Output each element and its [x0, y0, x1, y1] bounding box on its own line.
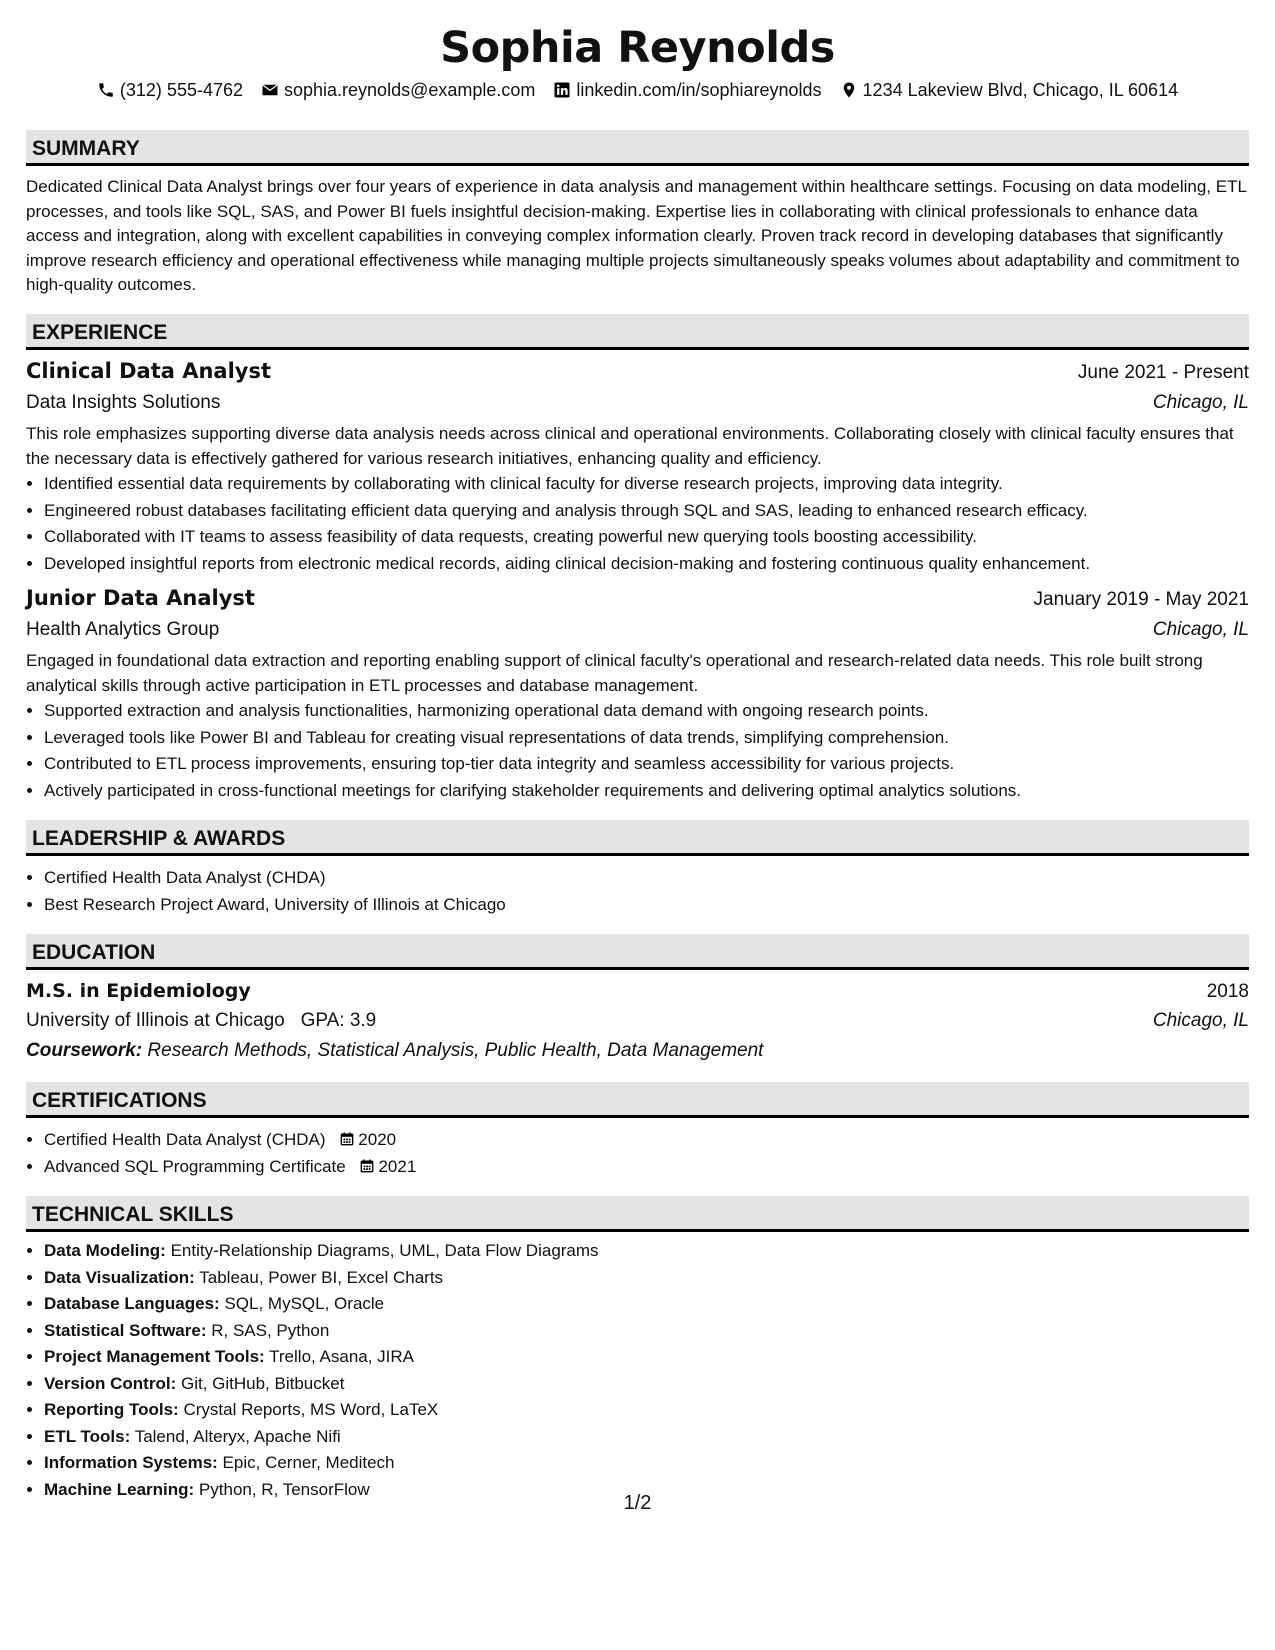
education-subheader [26, 1006, 1249, 1036]
education-header [26, 977, 1249, 1006]
list-item [44, 1291, 1249, 1318]
cert-year: 2021 [378, 1156, 417, 1176]
phone-icon [97, 81, 115, 99]
skill-label: Project Management Tools: [44, 1347, 265, 1367]
list-item: • Supported extraction and analysis functionalities, harmonizing operational data demand with ongoing research points. [44, 698, 1249, 725]
list-item: • Collaborated with IT teams to assess feasibility of data requests, creating powerful new querying tools boosting accessibility. [44, 524, 1249, 551]
linkedin-icon [553, 81, 571, 99]
list-item [44, 1127, 1249, 1154]
skill-label: Data Modeling: [44, 1241, 166, 1261]
calendar-icon [340, 1132, 354, 1146]
list-item: • Certified Health Data Analyst (CHDA) [44, 865, 1249, 892]
job-dates: June 2021 - Present [1077, 361, 1249, 383]
resume-page [26, 0, 1249, 1503]
certifications-list [26, 1127, 1249, 1180]
education-section [26, 934, 1249, 1066]
awards-heading: LEADERSHIP & AWARDS [26, 820, 1249, 856]
list-item: • Developed insightful reports from electronic medical records, aiding clinical decision-making and fostering continuous quality enhancement. [44, 551, 1249, 578]
graduation-year: 2018 [1206, 981, 1249, 1003]
job-header [26, 356, 1249, 388]
cert-name: Certified Health Data Analyst (CHDA) [44, 1130, 326, 1150]
job-company: Data Insights Solutions [26, 391, 221, 413]
job-bullets [26, 698, 1249, 804]
contact-email[interactable] [261, 78, 535, 102]
email-text: sophia.reynolds@example.com [284, 80, 536, 100]
experience-heading: EXPERIENCE [26, 314, 1249, 350]
contact-bar [26, 78, 1249, 102]
list-item: • Best Research Project Award, University of Illinois at Chicago [44, 892, 1249, 919]
list-item: • Contributed to ETL process improvements, ensuring top-tier data integrity and seamless accessibility for various projects. [44, 751, 1249, 778]
coursework-list: Research Methods, Statistical Analysis, Public Health, Data Management [147, 1040, 764, 1062]
summary-heading: SUMMARY [26, 130, 1249, 166]
coursework-label: Coursework: [26, 1040, 143, 1062]
list-item [44, 1450, 1249, 1477]
list-item: • Engineered robust databases facilitating efficient data querying and analysis through SQL and SAS, leading to enhanced research efficacy. [44, 498, 1249, 525]
job-title: Junior Data Analyst [26, 586, 255, 611]
job-location: Chicago, IL [1152, 391, 1249, 413]
skill-value: SQL, MySQL, Oracle [224, 1294, 385, 1314]
skill-value: Entity-Relationship Diagrams, UML, Data Flow Diagrams [170, 1241, 599, 1261]
school-location: Chicago, IL [1152, 1010, 1249, 1032]
list-item: • Actively participated in cross-functional meetings for clarifying stakeholder requirements and delivering optimal analytics solutions. [44, 778, 1249, 805]
cert-year: 2020 [358, 1130, 397, 1150]
skill-value: Crystal Reports, MS Word, LaTeX [183, 1400, 439, 1420]
list-item [44, 1344, 1249, 1371]
school-line [26, 1007, 376, 1035]
job-location: Chicago, IL [1152, 619, 1249, 641]
candidate-name: Sophia Reynolds [440, 23, 835, 73]
list-item [44, 1154, 1249, 1181]
envelope-icon [261, 81, 279, 99]
skill-label: Database Languages: [44, 1294, 220, 1314]
awards-section [26, 820, 1249, 918]
job-company: Health Analytics Group [26, 619, 220, 641]
contact-linkedin[interactable] [553, 78, 821, 102]
list-item [44, 1424, 1249, 1451]
cert-name: Advanced SQL Programming Certificate [44, 1156, 346, 1176]
list-item [44, 1265, 1249, 1292]
skill-value: Python, R, TensorFlow [198, 1479, 370, 1499]
skill-label: ETL Tools: [44, 1426, 131, 1446]
skill-value: R, SAS, Python [211, 1320, 330, 1340]
list-item: • Leveraged tools like Power BI and Tableau for creating visual representations of data trends, simplifying comprehension. [44, 725, 1249, 752]
job-title: Clinical Data Analyst [26, 358, 272, 383]
list-item [44, 1238, 1249, 1265]
job-bullets [26, 471, 1249, 577]
experience-section [26, 314, 1249, 804]
skill-value: Trello, Asana, JIRA [269, 1347, 415, 1367]
certifications-heading: CERTIFICATIONS [26, 1082, 1249, 1118]
skill-label: Data Visualization: [44, 1267, 195, 1287]
awards-list [26, 865, 1249, 918]
summary-section [26, 130, 1249, 298]
skill-value: Git, GitHub, Bitbucket [180, 1373, 345, 1393]
list-item [44, 1397, 1249, 1424]
skills-section [26, 1196, 1249, 1503]
summary-text: Dedicated Clinical Data Analyst brings over four years of experience in data analysis and management within healthcare settings. Focusing on data modeling, ETL processes, and tools like SQL, SAS, and Power BI fuels insightful decision-making. Expertise lies in collaborating with clinical professionals to enhance data access and integration, along with excellent capabilities in conveying complex information clearly. Proven track record in developing databases that significantly improve research efficiency and operational effectiveness while managing multiple projects simultaneously speaks volumes about adaptability and commitment to high-quality outcomes. [26, 177, 1247, 295]
map-marker-icon [840, 81, 858, 99]
address-text: 1234 Lakeview Blvd, Chicago, IL 60614 [862, 80, 1179, 100]
job-header [26, 583, 1249, 615]
skill-value: Talend, Alteryx, Apache Nifi [134, 1426, 341, 1446]
education-entry [26, 977, 1249, 1066]
skills-list [26, 1238, 1249, 1503]
gpa: GPA: 3.9 [300, 1010, 377, 1032]
certifications-section [26, 1082, 1249, 1180]
linkedin-text: linkedin.com/in/sophiareynolds [576, 80, 822, 100]
job-dates: January 2019 - May 2021 [1033, 589, 1249, 611]
job-entry [26, 583, 1249, 804]
calendar-icon [360, 1159, 374, 1173]
contact-phone[interactable] [97, 78, 243, 102]
list-item [44, 1318, 1249, 1345]
degree: M.S. in Epidemiology [26, 980, 251, 1003]
skill-value: Tableau, Power BI, Excel Charts [199, 1267, 444, 1287]
skill-value: Epic, Cerner, Meditech [222, 1453, 395, 1473]
job-description: This role emphasizes supporting diverse data analysis needs across clinical and operational environments. Collaborating closely with clinical faculty ensures that the necessary data is effectively gathered for various research initiatives, enhancing quality and efficiency. [26, 423, 1234, 468]
page-number: 1/2 [623, 1492, 652, 1514]
contact-address [840, 78, 1179, 102]
job-subheader [26, 388, 1249, 418]
job-description: Engaged in foundational data extraction and reporting enabling support of clinical faculty's operational and research-related data needs. This role built strong analytical skills through active participation in ETL processes and database management. [26, 651, 1203, 695]
coursework [26, 1036, 1249, 1066]
skill-label: Reporting Tools: [44, 1400, 179, 1420]
education-heading: EDUCATION [26, 934, 1249, 970]
list-item [44, 1371, 1249, 1398]
school: University of Illinois at Chicago [26, 1010, 285, 1032]
skill-label: Information Systems: [44, 1453, 218, 1473]
skills-heading: TECHNICAL SKILLS [26, 1196, 1249, 1232]
skill-label: Version Control: [44, 1373, 177, 1393]
phone-text: (312) 555-4762 [119, 80, 243, 100]
job-subheader [26, 615, 1249, 645]
list-item: • Identified essential data requirements by collaborating with clinical faculty for diverse research projects, improving data integrity. [44, 471, 1249, 498]
job-entry [26, 356, 1249, 577]
skill-label: Machine Learning: [44, 1479, 195, 1499]
skill-label: Statistical Software: [44, 1320, 207, 1340]
